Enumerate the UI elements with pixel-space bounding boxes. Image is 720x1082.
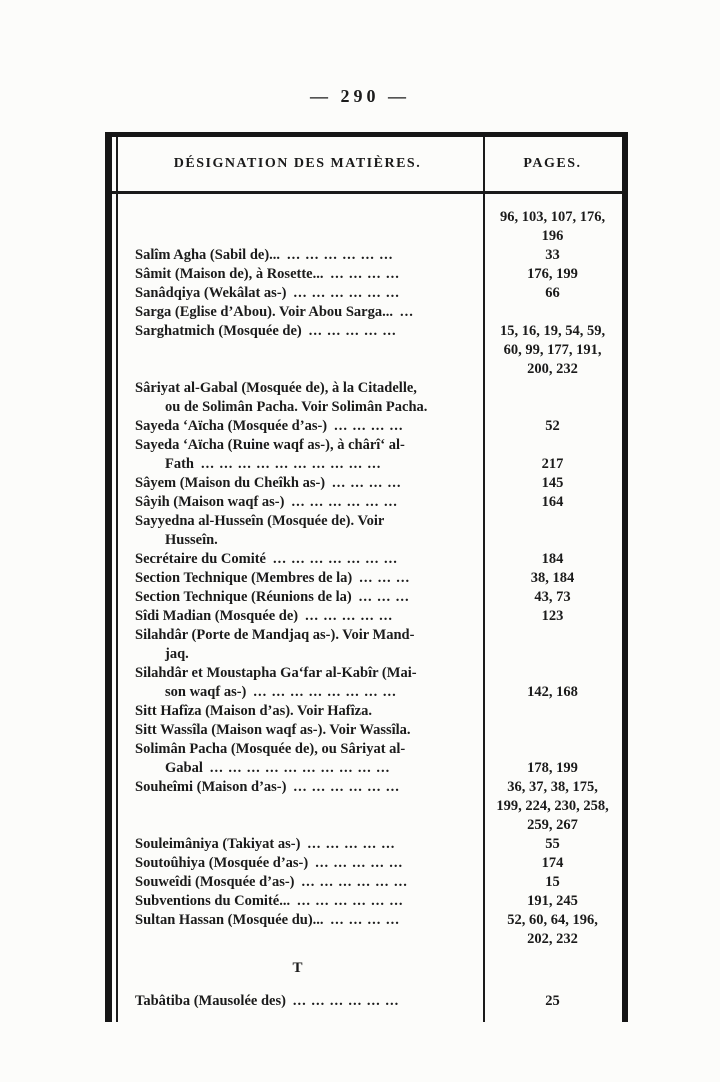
designation-line (135, 569, 480, 588)
pages-cell (483, 322, 622, 379)
entry-label: Husseîn. (165, 532, 218, 548)
entry-label: Sanâdqiya (Wekâlat as-) (135, 285, 287, 301)
table-header-row (112, 137, 622, 194)
pages-cell (483, 493, 622, 512)
pages-cell (483, 455, 622, 474)
page-numbers-line: 43, 73 (534, 589, 571, 605)
entry-label: Sayeda ‘Aïcha (Mosquée d’as-) (135, 418, 328, 434)
dot-leader: ... ... ... ... (334, 418, 404, 434)
designation-cell (112, 303, 483, 322)
index-entry-row (112, 740, 622, 778)
designation-line (135, 645, 480, 664)
index-entry-row (112, 854, 622, 873)
index-entry-row (112, 417, 622, 436)
entry-label: ou de Solimân Pacha. Voir Solimân Pacha. (165, 399, 428, 415)
designation-cell (112, 911, 483, 930)
index-table (105, 132, 628, 1022)
designation-cell (112, 322, 483, 341)
entry-label: Fath (165, 456, 194, 472)
dot-leader: ... ... ... ... ... ... (297, 893, 404, 909)
pages-cell (483, 759, 622, 778)
dot-leader: ... ... ... ... ... ... ... (273, 551, 398, 567)
index-entry-row (112, 569, 622, 588)
designation-line (135, 911, 480, 930)
entry-label: Sâyih (Maison waqf as-) (135, 494, 285, 510)
pages-cell (483, 284, 622, 303)
entry-label: Sultan Hassan (Mosquée du)... (135, 912, 324, 928)
index-entry-row (112, 588, 622, 607)
designation-line (135, 607, 480, 626)
designation-line (135, 721, 480, 740)
dot-leader: ... ... ... ... ... ... (293, 285, 400, 301)
entry-label: son waqf as-) (165, 684, 247, 700)
page-numbers-line: 15, 16, 19, 54, 59, (499, 323, 606, 339)
section-letter-row: T (292, 960, 303, 976)
designation-line (135, 265, 480, 284)
index-entry-row (112, 550, 622, 569)
column-divider (483, 137, 485, 1022)
designation-cell (112, 892, 483, 911)
entry-label: Sâyem (Maison du Cheîkh as-) (135, 475, 326, 491)
designation-line (135, 512, 480, 531)
dot-leader: ... ... ... ... ... ... (291, 494, 398, 510)
dot-leader: ... ... ... ... ... ... (287, 247, 394, 263)
entry-label: Sâmit (Maison de), à Rosette... (135, 266, 324, 282)
dot-leader: ... ... ... ... ... ... (293, 779, 400, 795)
entry-label: Souheîmi (Maison d’as-) (135, 779, 287, 795)
pages-cell (483, 550, 622, 569)
page-numbers-line: 174 (541, 855, 564, 871)
page-numbers-line: 96, 103, 107, 176, (499, 209, 606, 225)
page-numbers-line: 33 (545, 247, 560, 263)
index-entry-row (112, 664, 622, 702)
designation-cell (112, 992, 483, 1011)
designation-line (135, 778, 480, 797)
designation-line (135, 493, 480, 512)
dot-leader: ... ... ... ... (332, 475, 402, 491)
index-entry-row (112, 284, 622, 303)
page-numbers-line: 259, 267 (527, 817, 578, 833)
pages-cell (483, 835, 622, 854)
pages-cell (483, 607, 622, 626)
designation-cell (112, 474, 483, 493)
pages-cell (483, 778, 622, 835)
designation-cell (112, 512, 483, 550)
index-entry-row (112, 322, 622, 379)
entry-label: Soutoûhiya (Mosquée d’as-) (135, 855, 309, 871)
designation-line (135, 626, 480, 645)
index-entry-row (112, 246, 622, 265)
entry-label: Sitt Wassîla (Maison waqf as-). Voir Wassîla. (135, 722, 411, 738)
index-entry-row (112, 721, 622, 740)
dot-leader: ... ... ... ... ... (305, 608, 394, 624)
page-numbers-line: 202, 232 (527, 931, 578, 947)
designation-line (135, 664, 480, 683)
dot-leader: ... ... ... ... ... ... (301, 874, 408, 890)
page-numbers-line: 176, 199 (527, 266, 578, 282)
dot-leader: ... ... ... ... ... ... ... ... (253, 684, 397, 700)
designation-cell (112, 702, 483, 721)
entry-label: Section Technique (Réunions de la) (135, 589, 352, 605)
designation-line (135, 398, 480, 417)
designation-cell (112, 778, 483, 797)
entry-label: Souweîdi (Mosquée d’as-) (135, 874, 295, 890)
pages-column-header: PAGES. (523, 156, 582, 171)
index-entry-row (112, 892, 622, 911)
page-numbers-line: 164 (541, 494, 564, 510)
designation-line (135, 417, 480, 436)
designation-cell (112, 854, 483, 873)
index-entry-row (112, 778, 622, 835)
designation-line (135, 854, 480, 873)
designation-line (135, 284, 480, 303)
entry-label: Subventions du Comité... (135, 893, 291, 909)
index-entry-row (112, 626, 622, 664)
dot-leader: ... ... ... ... ... ... ... ... ... ... (209, 760, 391, 776)
page-numbers-line: 38, 184 (530, 570, 575, 586)
index-entry-row (112, 702, 622, 721)
designation-cell (112, 436, 483, 474)
entry-label: Secrétaire du Comité (135, 551, 266, 567)
dot-leader: ... ... ... ... (330, 912, 400, 928)
designation-line (135, 873, 480, 892)
index-entry-row (112, 208, 622, 246)
index-entry-row (112, 607, 622, 626)
designation-cell (112, 626, 483, 664)
index-entry-row (112, 992, 622, 1011)
pages-cell (483, 992, 622, 1011)
designation-cell (112, 379, 483, 417)
index-entry-row (112, 873, 622, 892)
dot-leader: ... ... ... (358, 589, 410, 605)
page-numbers-line: 184 (541, 551, 564, 567)
page-numbers-line: 196 (541, 228, 564, 244)
page-numbers-line: 60, 99, 177, 191, (503, 342, 602, 358)
dot-leader: ... ... ... (359, 570, 411, 586)
designation-cell (112, 417, 483, 436)
pages-cell (483, 265, 622, 284)
designation-cell (112, 835, 483, 854)
page-numbers-line: 145 (541, 475, 564, 491)
entry-label: Silahdâr et Moustapha Ga‘far al-Kabîr (Mai- (135, 665, 417, 681)
designation-line (135, 683, 480, 702)
table-body (112, 194, 622, 1011)
pages-cell (483, 911, 622, 949)
designation-line (135, 892, 480, 911)
dot-leader: ... (399, 304, 414, 320)
index-entry-row (112, 493, 622, 512)
page-numbers-line: 52, 60, 64, 196, (507, 912, 598, 928)
designation-line (135, 436, 480, 455)
designation-line (135, 702, 480, 721)
index-entry-row (112, 835, 622, 854)
entry-label: Sarghatmich (Mosquée de) (135, 323, 302, 339)
entry-label: Sayyedna al-Husseîn (Mosquée de). Voir (135, 513, 385, 529)
page-numbers-line: 123 (541, 608, 564, 624)
index-entry-row (112, 474, 622, 493)
designation-line (135, 759, 480, 778)
page-numbers-line: 52 (545, 418, 560, 434)
entry-label: jaq. (165, 646, 189, 662)
designation-line (135, 550, 480, 569)
dot-leader: ... ... ... ... ... (307, 836, 396, 852)
entry-label: Silahdâr (Porte de Mandjaq as-). Voir Mand- (135, 627, 415, 643)
dot-leader: ... ... ... ... (330, 266, 400, 282)
entry-label: Sîdi Madian (Mosquée de) (135, 608, 299, 624)
dot-leader: ... ... ... ... ... ... (292, 993, 400, 1009)
index-entry-row (112, 911, 622, 949)
entry-label: Sitt Hafîza (Maison d’as). Voir Hafîza. (135, 703, 372, 719)
entry-label: Solimân Pacha (Mosquée de), ou Sâriyat al- (135, 741, 406, 757)
designation-cell (112, 284, 483, 303)
dot-leader: ... ... ... ... ... (315, 855, 404, 871)
designation-cell (112, 740, 483, 778)
designation-line (135, 303, 480, 322)
index-entry-row (112, 303, 622, 322)
designation-line (135, 474, 480, 493)
index-entry-row (112, 265, 622, 284)
page-numbers-line: 15 (545, 874, 560, 890)
index-entry-row (112, 512, 622, 550)
designation-cell (112, 550, 483, 569)
page-numbers-line: 217 (541, 456, 564, 472)
page-numbers-line: 66 (545, 285, 560, 301)
entry-label: Sâriyat al-Gabal (Mosquée de), à la Citadelle, (135, 380, 417, 396)
pages-cell (483, 854, 622, 873)
designation-cell (112, 664, 483, 702)
designation-line (135, 531, 480, 550)
entry-label: Section Technique (Membres de la) (135, 570, 353, 586)
designation-line (135, 322, 480, 341)
designation-column-header: DÉSIGNATION DES MATIÈRES. (173, 156, 422, 171)
page-numbers-line: 25 (545, 993, 560, 1009)
page-numbers-line: 191, 245 (527, 893, 578, 909)
page-numbers-line: 200, 232 (527, 361, 578, 377)
page-numbers-line: 142, 168 (527, 684, 578, 700)
pages-cell (483, 208, 622, 246)
pages-cell (483, 569, 622, 588)
index-entry-row (112, 379, 622, 417)
index-entry-row (112, 436, 622, 474)
designation-line (135, 992, 480, 1011)
page-numbers-line: 199, 224, 230, 258, (496, 798, 609, 814)
dot-leader: ... ... ... ... ... ... ... ... ... ... (201, 456, 382, 472)
designation-cell (112, 569, 483, 588)
designation-line (135, 379, 480, 398)
entry-label: Sarga (Eglise d’Abou). Voir Abou Sarga... (135, 304, 393, 320)
pages-cell (483, 474, 622, 493)
entry-label: Souleimâniya (Takiyat as-) (135, 836, 301, 852)
entry-label: Sayeda ‘Aïcha (Ruine waqf as-), à chârî‘ al- (135, 437, 405, 453)
entry-label: Salîm Agha (Sabil de)... (135, 247, 281, 263)
entry-label: Gabal (165, 760, 203, 776)
designation-cell (112, 246, 483, 265)
pages-cell (483, 417, 622, 436)
page-numbers-line: 55 (545, 836, 560, 852)
page-numbers-line: 36, 37, 38, 175, (507, 779, 598, 795)
designation-cell (112, 873, 483, 892)
pages-cell (483, 683, 622, 702)
pages-cell (483, 873, 622, 892)
dot-leader: ... ... ... ... ... (308, 323, 397, 339)
designation-cell (112, 493, 483, 512)
pages-cell (483, 588, 622, 607)
pages-cell (483, 892, 622, 911)
designation-cell (112, 721, 483, 740)
designation-line (135, 588, 480, 607)
page-number: — 290 — (310, 86, 410, 106)
designation-line (135, 455, 480, 474)
designation-line (135, 835, 480, 854)
designation-cell (112, 607, 483, 626)
entry-label: Tabâtiba (Mausolée des) (135, 993, 286, 1009)
page-numbers-line: 178, 199 (527, 760, 578, 776)
designation-line (135, 740, 480, 759)
pages-cell (483, 246, 622, 265)
designation-cell (112, 588, 483, 607)
designation-cell (112, 265, 483, 284)
designation-line (135, 246, 480, 265)
